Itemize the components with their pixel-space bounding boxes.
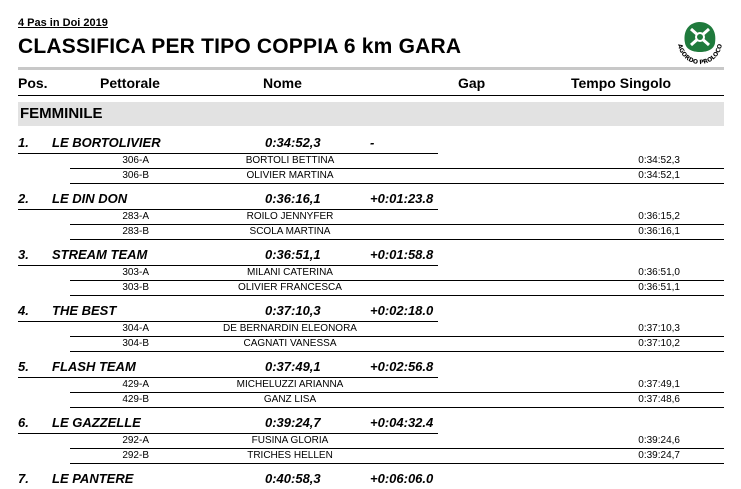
team-name: LE BORTOLIVIER — [52, 135, 161, 150]
column-header-rule — [18, 95, 724, 96]
member-bib: 304-A — [122, 323, 149, 334]
member-name: MICHELUZZI ARIANNA — [236, 379, 344, 390]
team-time: 0:37:49,1 — [265, 359, 321, 374]
team-gap: +0:01:58.8 — [370, 247, 434, 262]
col-time: Tempo Singolo — [571, 75, 672, 91]
member-row — [0, 378, 741, 393]
member-time: 0:39:24,7 — [638, 450, 680, 461]
member-time: 0:36:51,1 — [638, 282, 680, 293]
member-row — [0, 210, 741, 225]
member-time: 0:37:10,3 — [638, 323, 680, 334]
team-position: 7. — [18, 471, 29, 486]
col-gap: Gap — [458, 75, 486, 91]
member-row — [0, 449, 741, 464]
member-underline — [70, 183, 724, 184]
team-row — [0, 359, 741, 377]
col-pos: Pos. — [18, 75, 48, 91]
team-position: 6. — [18, 415, 29, 430]
team-row — [0, 471, 741, 489]
team-name: STREAM TEAM — [52, 247, 148, 262]
team-position: 1. — [18, 135, 29, 150]
team-position: 3. — [18, 247, 29, 262]
team-time: 0:40:58,3 — [265, 471, 321, 486]
team-name: FLASH TEAM — [52, 359, 136, 374]
member-bib: 429-B — [122, 394, 149, 405]
team-name: LE GAZZELLE — [52, 415, 141, 430]
member-time: 0:36:51,0 — [638, 267, 680, 278]
member-name: BORTOLI BETTINA — [245, 155, 335, 166]
member-time: 0:34:52,3 — [638, 155, 680, 166]
header-rule — [18, 67, 724, 70]
member-row — [0, 281, 741, 296]
page-title: CLASSIFICA PER TIPO COPPIA 6 km GARA — [18, 35, 462, 58]
team-gap: +0:02:56.8 — [370, 359, 434, 374]
member-time: 0:37:48,6 — [638, 394, 680, 405]
member-name: DE BERNARDIN ELEONORA — [223, 323, 357, 334]
member-underline — [70, 351, 724, 352]
member-bib: 283-B — [122, 226, 149, 237]
team-time: 0:39:24,7 — [265, 415, 321, 430]
member-bib: 306-B — [122, 170, 149, 181]
member-name: CAGNATI VANESSA — [243, 338, 337, 349]
category-header — [18, 102, 724, 126]
member-underline — [70, 239, 724, 240]
member-name: GANZ LISA — [263, 394, 317, 405]
member-name: FUSINA GLORIA — [251, 435, 329, 446]
member-row — [0, 266, 741, 281]
member-bib: 306-A — [122, 155, 149, 166]
team-row — [0, 191, 741, 209]
member-row — [0, 169, 741, 184]
member-time: 0:36:15,2 — [638, 211, 680, 222]
logo-text: AGORDO PROLOCO — [676, 43, 724, 67]
member-time: 0:36:16,1 — [638, 226, 680, 237]
member-name: OLIVIER FRANCESCA — [238, 282, 342, 293]
team-time: 0:36:51,1 — [265, 247, 321, 262]
team-gap: +0:04:32.4 — [370, 415, 434, 430]
member-row — [0, 393, 741, 408]
team-row — [0, 135, 741, 153]
team-name: THE BEST — [52, 303, 117, 318]
member-bib: 292-B — [122, 450, 149, 461]
team-time: 0:34:52,3 — [265, 135, 321, 150]
member-bib: 429-A — [122, 379, 149, 390]
team-position: 4. — [18, 303, 29, 318]
team-name: LE DIN DON — [52, 191, 128, 206]
team-row — [0, 247, 741, 265]
col-name: Nome — [263, 75, 302, 91]
team-position: 5. — [18, 359, 29, 374]
member-name: MILANI CATERINA — [247, 267, 333, 278]
team-time: 0:36:16,1 — [265, 191, 321, 206]
team-gap: - — [370, 135, 375, 150]
proloco-logo — [672, 14, 728, 70]
team-position: 2. — [18, 191, 29, 206]
event-name: 4 Pas in Doi 2019 — [18, 17, 108, 29]
member-row — [0, 337, 741, 352]
team-row — [0, 415, 741, 433]
member-name: SCOLA MARTINA — [249, 226, 331, 237]
member-row — [0, 154, 741, 169]
member-bib: 303-A — [122, 267, 149, 278]
col-bib: Pettorale — [100, 75, 160, 91]
member-name: ROILO JENNYFER — [246, 211, 334, 222]
team-time: 0:37:10,3 — [265, 303, 321, 318]
member-bib: 292-A — [122, 435, 149, 446]
member-underline — [70, 463, 724, 464]
member-row — [0, 434, 741, 449]
category-label: FEMMINILE — [20, 105, 103, 122]
team-gap: +0:01:23.8 — [370, 191, 434, 206]
member-underline — [70, 407, 724, 408]
member-bib: 304-B — [122, 338, 149, 349]
member-row — [0, 322, 741, 337]
team-name: LE PANTERE — [52, 471, 134, 486]
member-time: 0:39:24,6 — [638, 435, 680, 446]
team-gap: +0:02:18.0 — [370, 303, 434, 318]
team-row — [0, 303, 741, 321]
member-row — [0, 225, 741, 240]
member-bib: 303-B — [122, 282, 149, 293]
member-name: OLIVIER MARTINA — [246, 170, 334, 181]
team-gap: +0:06:06.0 — [370, 471, 434, 486]
member-bib: 283-A — [122, 211, 149, 222]
member-time: 0:37:49,1 — [638, 379, 680, 390]
member-name: TRICHES HELLEN — [247, 450, 333, 461]
member-underline — [70, 295, 724, 296]
member-time: 0:34:52,1 — [638, 170, 680, 181]
member-time: 0:37:10,2 — [638, 338, 680, 349]
